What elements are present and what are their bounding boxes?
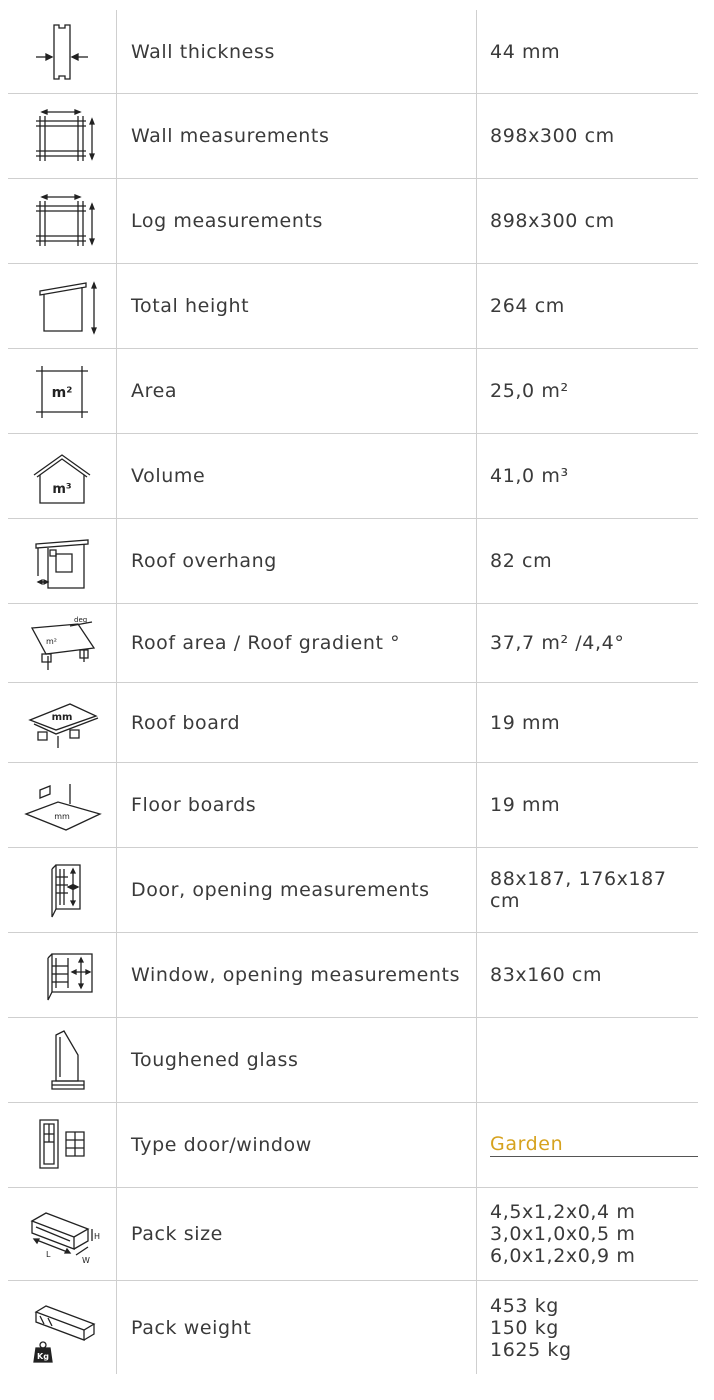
pack-length-icon-text: L xyxy=(46,1250,51,1259)
spec-row-window-opening xyxy=(8,933,698,1018)
pack-weight-icon xyxy=(8,1281,117,1374)
spec-label: Area xyxy=(117,349,477,433)
spec-value xyxy=(477,683,698,762)
wall-thickness-icon xyxy=(8,10,117,93)
roof-area-icon-text: m² xyxy=(46,637,57,646)
spec-row-floor-boards xyxy=(8,763,698,848)
spec-row-pack-size xyxy=(8,1188,698,1281)
spec-value-line: 88x187, 176x187 xyxy=(490,868,667,890)
toughened-glass-icon xyxy=(8,1018,117,1102)
spec-row-roof-board xyxy=(8,683,698,763)
spec-row-wall-thickness xyxy=(8,10,698,94)
spec-row-pack-weight xyxy=(8,1281,698,1374)
spec-label: Window, opening measurements xyxy=(117,933,477,1017)
spec-value xyxy=(477,763,698,847)
spec-label: Roof area / Roof gradient ° xyxy=(117,604,477,682)
spec-value-line: 3,0x1,0x0,5 m xyxy=(490,1223,636,1245)
spec-value-line: 25,0 m² xyxy=(490,380,569,402)
spec-label: Floor boards xyxy=(117,763,477,847)
garden-link[interactable]: Garden xyxy=(490,1133,698,1157)
spec-label: Type door/window xyxy=(117,1103,477,1187)
spec-row-wall-measurements xyxy=(8,94,698,179)
floor-boards-icon-text: mm xyxy=(54,812,70,821)
spec-value xyxy=(477,179,698,263)
area-icon xyxy=(8,349,117,433)
spec-row-toughened-glass xyxy=(8,1018,698,1103)
spec-label: Log measurements xyxy=(117,179,477,263)
spec-value xyxy=(477,264,698,348)
spec-value-line: 82 cm xyxy=(490,550,553,572)
spec-label: Roof overhang xyxy=(117,519,477,603)
spec-value-line: 1625 kg xyxy=(490,1338,572,1361)
door-window-type-icon xyxy=(8,1103,117,1187)
volume-icon xyxy=(8,434,117,518)
roof-board-icon xyxy=(8,683,117,762)
spec-label: Wall thickness xyxy=(117,10,477,93)
spec-value xyxy=(477,349,698,433)
spec-value xyxy=(477,94,698,178)
spec-row-door-opening xyxy=(8,848,698,933)
spec-value-line: 4,5x1,2x0,4 m xyxy=(490,1201,636,1223)
spec-value-line: 37,7 m² /4,4° xyxy=(490,632,625,654)
window-opening-icon xyxy=(8,933,117,1017)
spec-label: Pack weight xyxy=(117,1281,477,1374)
roof-board-icon-text: mm xyxy=(51,711,73,723)
spec-row-log-measurements xyxy=(8,179,698,264)
spec-label: Door, opening measurements xyxy=(117,848,477,932)
spec-row-total-height xyxy=(8,264,698,349)
volume-icon-text: m³ xyxy=(52,482,72,497)
spec-value-line: 264 cm xyxy=(490,295,565,317)
pack-height-icon-text: H xyxy=(94,1232,101,1241)
pack-size-icon xyxy=(8,1188,117,1280)
spec-value xyxy=(477,434,698,518)
roof-area-gradient-icon xyxy=(8,604,117,682)
spec-row-volume xyxy=(8,434,698,519)
area-icon-text: m² xyxy=(51,385,73,401)
spec-row-roof-area-gradient xyxy=(8,604,698,683)
floor-boards-icon xyxy=(8,763,117,847)
spec-value-line: 41,0 m³ xyxy=(490,465,569,487)
spec-value xyxy=(477,1281,698,1374)
spec-value-line: 19 mm xyxy=(490,711,561,734)
spec-label: Toughened glass xyxy=(117,1018,477,1102)
roof-overhang-icon xyxy=(8,519,117,603)
spec-value-line: 6,0x1,2x0,9 m xyxy=(490,1245,636,1267)
spec-value xyxy=(477,848,698,932)
spec-label: Volume xyxy=(117,434,477,518)
door-opening-icon xyxy=(8,848,117,932)
spec-value-line: 150 kg xyxy=(490,1316,559,1339)
spec-value-line: 453 kg xyxy=(490,1294,559,1317)
spec-value xyxy=(477,519,698,603)
total-height-icon xyxy=(8,264,117,348)
roof-gradient-icon-text: deg xyxy=(74,616,88,624)
specification-table xyxy=(8,10,698,1374)
spec-value-line: 44 mm xyxy=(490,40,561,63)
spec-value xyxy=(477,1103,698,1187)
spec-label: Roof board xyxy=(117,683,477,762)
spec-value xyxy=(477,933,698,1017)
pack-weight-icon-text: Kg xyxy=(37,1351,49,1361)
spec-value-line: 83x160 cm xyxy=(490,964,603,986)
spec-value xyxy=(477,604,698,682)
wall-measurements-icon xyxy=(8,94,117,178)
spec-label: Wall measurements xyxy=(117,94,477,178)
spec-value-line: 898x300 cm xyxy=(490,210,615,232)
spec-row-door-window-type xyxy=(8,1103,698,1188)
pack-width-icon-text: W xyxy=(82,1256,90,1265)
spec-value-line: 898x300 cm xyxy=(490,125,615,147)
spec-value xyxy=(477,10,698,93)
spec-row-area xyxy=(8,349,698,434)
log-measurements-icon xyxy=(8,179,117,263)
spec-value-line: cm xyxy=(490,890,521,912)
spec-value xyxy=(477,1188,698,1280)
spec-label: Total height xyxy=(117,264,477,348)
spec-value-line: 19 mm xyxy=(490,794,561,816)
spec-value xyxy=(477,1018,698,1102)
spec-row-roof-overhang xyxy=(8,519,698,604)
spec-label: Pack size xyxy=(117,1188,477,1280)
